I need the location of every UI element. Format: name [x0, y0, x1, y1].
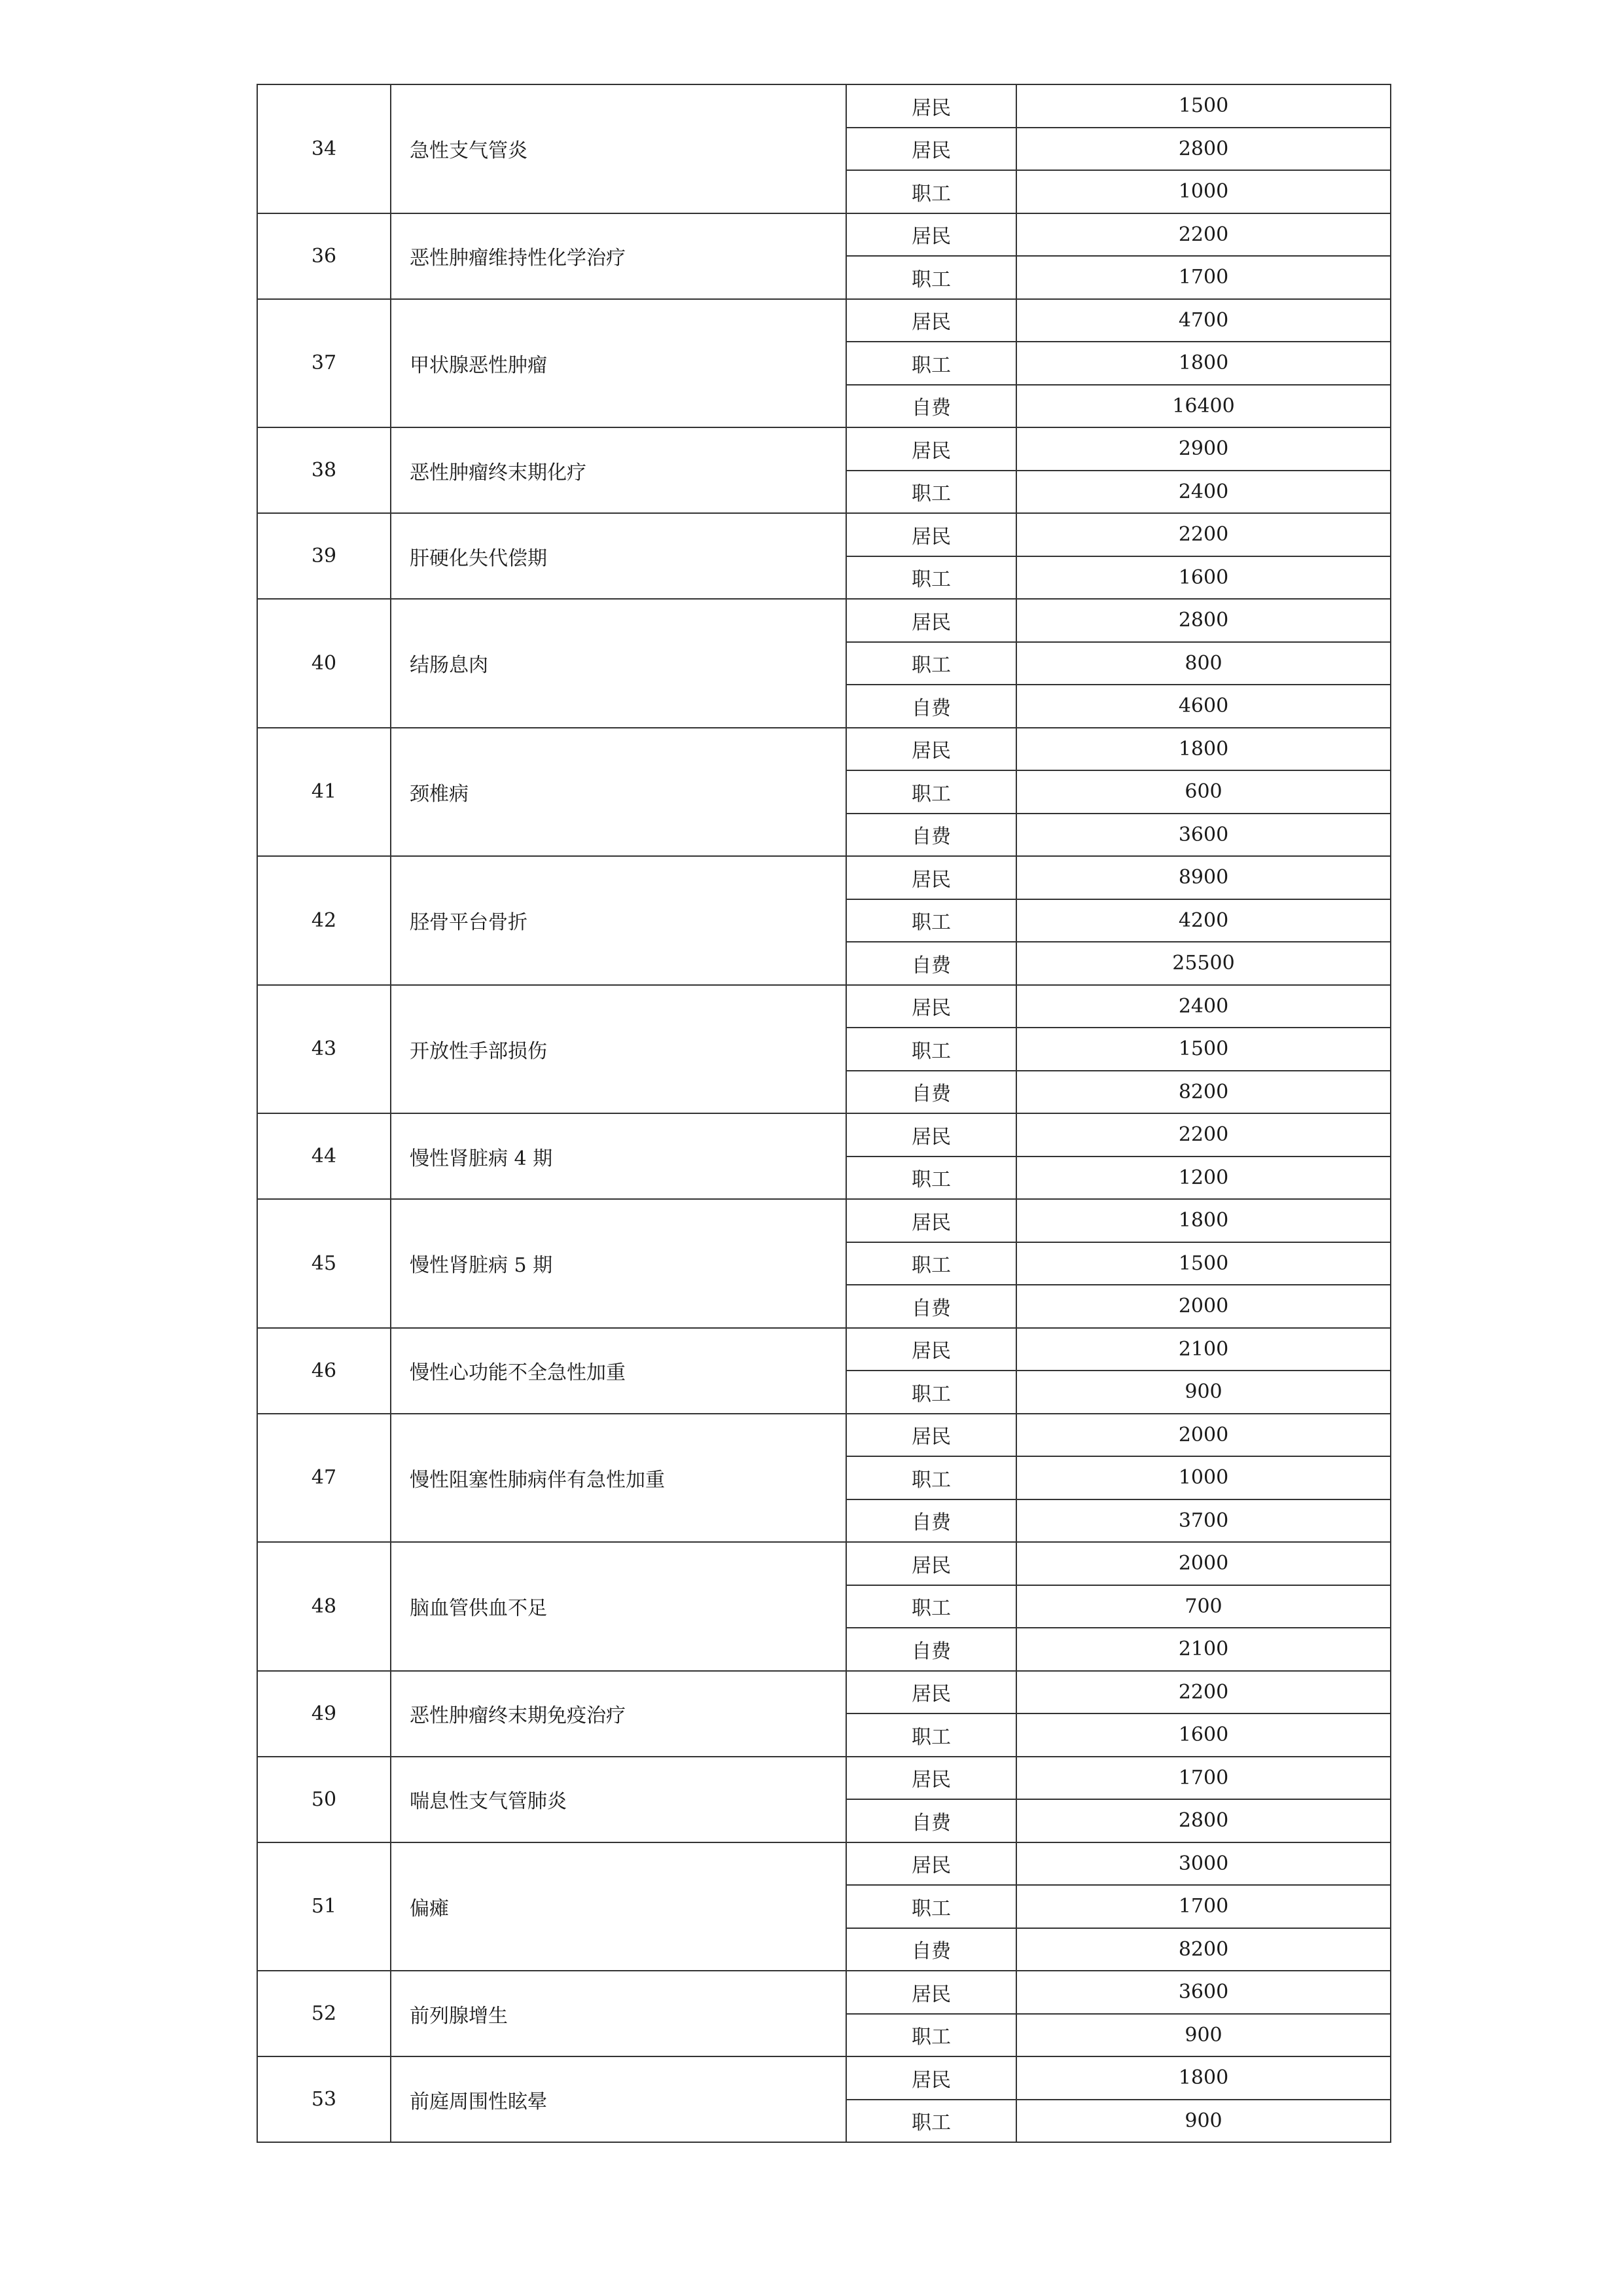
- insurance-type: 职工: [846, 1371, 1016, 1414]
- table-row: [257, 1542, 1391, 1585]
- insurance-type: 职工: [846, 1157, 1016, 1200]
- insurance-type: 居民: [846, 213, 1016, 257]
- row-number: 38: [257, 427, 391, 513]
- insurance-type: 居民: [846, 728, 1016, 771]
- fee-amount: 2900: [1016, 427, 1391, 471]
- row-number: 53: [257, 2056, 391, 2142]
- disease-name: 偏瘫: [391, 1842, 846, 1971]
- fee-amount: 1500: [1016, 84, 1391, 128]
- fee-amount: 900: [1016, 2014, 1391, 2057]
- fee-amount: 1800: [1016, 2056, 1391, 2100]
- row-number: 40: [257, 599, 391, 728]
- fee-amount: 2000: [1016, 1285, 1391, 1328]
- table-row: [257, 599, 1391, 642]
- insurance-type: 居民: [846, 1757, 1016, 1800]
- row-number: 34: [257, 84, 391, 213]
- disease-name: 胫骨平台骨折: [391, 856, 846, 985]
- insurance-type: 职工: [846, 471, 1016, 514]
- insurance-type: 居民: [846, 856, 1016, 899]
- insurance-type: 居民: [846, 1199, 1016, 1242]
- table-row: [257, 1757, 1391, 1800]
- insurance-type: 自费: [846, 1071, 1016, 1114]
- fee-amount: 3700: [1016, 1499, 1391, 1543]
- fee-amount: 1800: [1016, 728, 1391, 771]
- insurance-type: 居民: [846, 513, 1016, 556]
- fee-amount: 16400: [1016, 385, 1391, 428]
- row-number: 47: [257, 1414, 391, 1543]
- fee-amount: 1200: [1016, 1157, 1391, 1200]
- insurance-type: 自费: [846, 385, 1016, 428]
- disease-name: 开放性手部损伤: [391, 985, 846, 1114]
- insurance-type: 自费: [846, 1628, 1016, 1671]
- row-number: 52: [257, 1971, 391, 2056]
- row-number: 45: [257, 1199, 391, 1328]
- fee-amount: 700: [1016, 1585, 1391, 1628]
- table-row: [257, 1328, 1391, 1371]
- fee-amount: 3600: [1016, 814, 1391, 857]
- row-number: 41: [257, 728, 391, 857]
- disease-name: 前庭周围性眩晕: [391, 2056, 846, 2142]
- disease-name: 慢性心功能不全急性加重: [391, 1328, 846, 1414]
- table-row: [257, 856, 1391, 899]
- table-row: [257, 84, 1391, 128]
- disease-name: 肝硬化失代偿期: [391, 513, 846, 599]
- insurance-type: 居民: [846, 1671, 1016, 1714]
- row-number: 44: [257, 1113, 391, 1199]
- insurance-type: 职工: [846, 342, 1016, 385]
- fee-amount: 1500: [1016, 1242, 1391, 1285]
- disease-name: 脑血管供血不足: [391, 1542, 846, 1671]
- insurance-type: 职工: [846, 899, 1016, 942]
- fee-amount: 2400: [1016, 471, 1391, 514]
- fee-amount: 1700: [1016, 1757, 1391, 1800]
- fee-amount: 1500: [1016, 1028, 1391, 1071]
- disease-name: 慢性阻塞性肺病伴有急性加重: [391, 1414, 846, 1543]
- disease-name: 甲状腺恶性肿瘤: [391, 299, 846, 428]
- disease-name: 结肠息肉: [391, 599, 846, 728]
- row-number: 36: [257, 213, 391, 299]
- insurance-type: 自费: [846, 1799, 1016, 1842]
- fee-amount: 8200: [1016, 1928, 1391, 1971]
- fee-table: [257, 84, 1391, 2143]
- fee-amount: 1600: [1016, 1713, 1391, 1757]
- row-number: 37: [257, 299, 391, 428]
- fee-amount: 800: [1016, 642, 1391, 685]
- row-number: 46: [257, 1328, 391, 1414]
- table-row: [257, 1842, 1391, 1886]
- row-number: 43: [257, 985, 391, 1114]
- row-number: 39: [257, 513, 391, 599]
- fee-amount: 1600: [1016, 556, 1391, 600]
- insurance-type: 自费: [846, 1928, 1016, 1971]
- insurance-type: 居民: [846, 299, 1016, 342]
- table-row: [257, 427, 1391, 471]
- table-row: [257, 299, 1391, 342]
- fee-amount: 2200: [1016, 1113, 1391, 1157]
- row-number: 42: [257, 856, 391, 985]
- fee-amount: 2200: [1016, 1671, 1391, 1714]
- table-row: [257, 1199, 1391, 1242]
- insurance-type: 居民: [846, 128, 1016, 171]
- fee-amount: 2000: [1016, 1414, 1391, 1457]
- table-row: [257, 1113, 1391, 1157]
- insurance-type: 居民: [846, 1414, 1016, 1457]
- insurance-type: 自费: [846, 685, 1016, 728]
- insurance-type: 职工: [846, 770, 1016, 814]
- insurance-type: 职工: [846, 1242, 1016, 1285]
- table-row: [257, 728, 1391, 771]
- insurance-type: 自费: [846, 1499, 1016, 1543]
- table-row: [257, 2056, 1391, 2100]
- row-number: 50: [257, 1757, 391, 1842]
- insurance-type: 自费: [846, 942, 1016, 985]
- disease-name: 恶性肿瘤终末期免疫治疗: [391, 1671, 846, 1757]
- fee-amount: 900: [1016, 1371, 1391, 1414]
- insurance-type: 职工: [846, 1456, 1016, 1499]
- row-number: 48: [257, 1542, 391, 1671]
- disease-name: 前列腺增生: [391, 1971, 846, 2056]
- fee-amount: 2800: [1016, 1799, 1391, 1842]
- insurance-type: 居民: [846, 1328, 1016, 1371]
- insurance-type: 居民: [846, 985, 1016, 1028]
- insurance-type: 职工: [846, 1585, 1016, 1628]
- table-row: [257, 1414, 1391, 1457]
- insurance-type: 居民: [846, 2056, 1016, 2100]
- disease-name: 恶性肿瘤维持性化学治疗: [391, 213, 846, 299]
- insurance-type: 居民: [846, 427, 1016, 471]
- fee-amount: 2800: [1016, 128, 1391, 171]
- disease-name: 急性支气管炎: [391, 84, 846, 213]
- fee-amount: 2200: [1016, 213, 1391, 257]
- insurance-type: 职工: [846, 1885, 1016, 1928]
- fee-amount: 1700: [1016, 256, 1391, 299]
- fee-amount: 900: [1016, 2100, 1391, 2143]
- fee-amount: 2100: [1016, 1628, 1391, 1671]
- fee-amount: 3600: [1016, 1971, 1391, 2014]
- insurance-type: 居民: [846, 1542, 1016, 1585]
- insurance-type: 自费: [846, 1285, 1016, 1328]
- table-row: [257, 213, 1391, 257]
- insurance-type: 居民: [846, 599, 1016, 642]
- table-row: [257, 1671, 1391, 1714]
- fee-amount: 8200: [1016, 1071, 1391, 1114]
- disease-name: 颈椎病: [391, 728, 846, 857]
- fee-amount: 4200: [1016, 899, 1391, 942]
- fee-amount: 2200: [1016, 513, 1391, 556]
- fee-amount: 8900: [1016, 856, 1391, 899]
- insurance-type: 职工: [846, 170, 1016, 213]
- table-body: [257, 84, 1391, 2142]
- insurance-type: 居民: [846, 1971, 1016, 2014]
- table-row: [257, 985, 1391, 1028]
- insurance-type: 职工: [846, 556, 1016, 600]
- insurance-type: 职工: [846, 2014, 1016, 2057]
- disease-name: 喘息性支气管肺炎: [391, 1757, 846, 1842]
- fee-amount: 2000: [1016, 1542, 1391, 1585]
- insurance-type: 居民: [846, 1842, 1016, 1886]
- fee-amount: 1000: [1016, 1456, 1391, 1499]
- fee-amount: 2800: [1016, 599, 1391, 642]
- disease-name: 恶性肿瘤终末期化疗: [391, 427, 846, 513]
- row-number: 51: [257, 1842, 391, 1971]
- insurance-type: 职工: [846, 2100, 1016, 2143]
- fee-amount: 4600: [1016, 685, 1391, 728]
- insurance-type: 自费: [846, 814, 1016, 857]
- table-row: [257, 513, 1391, 556]
- fee-amount: 3000: [1016, 1842, 1391, 1886]
- fee-amount: 2100: [1016, 1328, 1391, 1371]
- fee-amount: 25500: [1016, 942, 1391, 985]
- fee-amount: 600: [1016, 770, 1391, 814]
- insurance-type: 职工: [846, 642, 1016, 685]
- table-row: [257, 1971, 1391, 2014]
- insurance-type: 居民: [846, 84, 1016, 128]
- fee-amount: 1700: [1016, 1885, 1391, 1928]
- fee-amount: 1800: [1016, 342, 1391, 385]
- row-number: 49: [257, 1671, 391, 1757]
- fee-amount: 2400: [1016, 985, 1391, 1028]
- insurance-type: 居民: [846, 1113, 1016, 1157]
- fee-amount: 1000: [1016, 170, 1391, 213]
- fee-amount: 1800: [1016, 1199, 1391, 1242]
- disease-name: 慢性肾脏病 5 期: [391, 1199, 846, 1328]
- disease-name: 慢性肾脏病 4 期: [391, 1113, 846, 1199]
- insurance-type: 职工: [846, 1028, 1016, 1071]
- fee-amount: 4700: [1016, 299, 1391, 342]
- insurance-type: 职工: [846, 1713, 1016, 1757]
- insurance-type: 职工: [846, 256, 1016, 299]
